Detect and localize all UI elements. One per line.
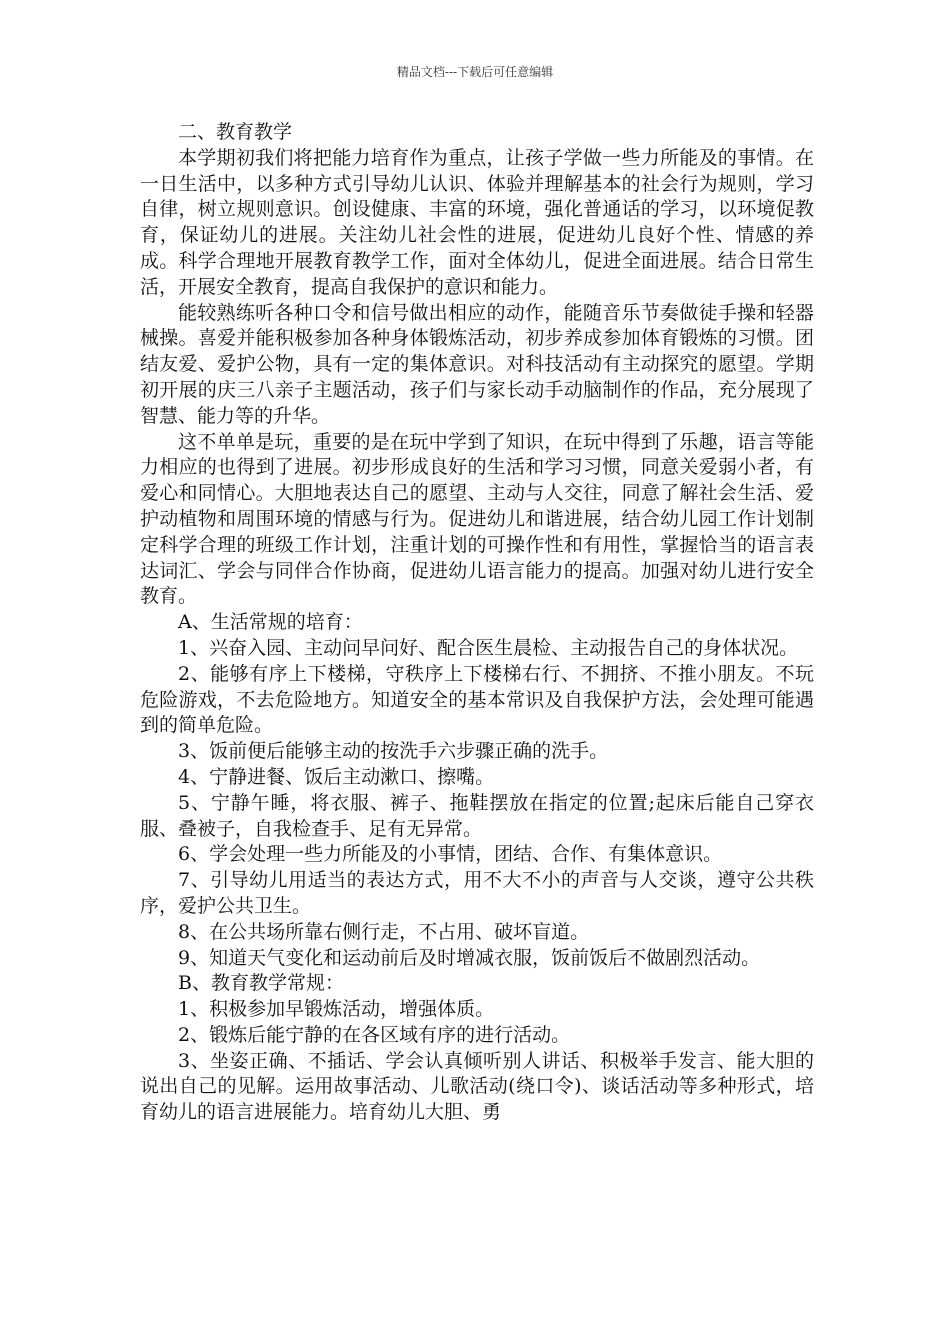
list-item: 3、坐姿正确、不插话、学会认真倾听别人讲话、积极举手发言、能大胆的说出自己的见解。运用故事活动、儿歌活动(绕口令)、谈话活动等多种形式，培育幼儿的语言进展能力。培育幼儿大胆、勇	[140, 1049, 814, 1124]
list-item: 8、在公共场所靠右侧行走，不占用、破坏盲道。	[178, 920, 590, 943]
list-item: 3、饭前便后能够主动的按洗手六步骤正确的洗手。	[178, 740, 609, 763]
list-item: 2、锻炼后能宁静的在各区域有序的进行活动。	[178, 1023, 571, 1046]
list-item: 9、知道天气变化和运动前后及时增减衣服，饭前饭后不做剧烈活动。	[178, 946, 761, 969]
list-item: 2、能够有序上下楼梯，守秩序上下楼梯右行、不拥挤、不推小朋友。不玩危险游戏，不去危险地方。知道安全的基本常识及自我保护方法，会处理可能遇到的简单危险。	[140, 662, 814, 737]
document-body	[140, 120, 814, 1126]
list-item: 4、宁静进餐、饭后主动漱口、擦嘴。	[178, 765, 495, 788]
list-item: 5、宁静午睡，将衣服、裤子、拖鞋摆放在指定的位置;起床后能自己穿衣服、叠被子，自我检查手、足有无异常。	[140, 791, 814, 840]
page-header: 精品文档---下载后可任意编辑	[396, 65, 554, 79]
list-item: 6、学会处理一些力所能及的小事情，团结、合作、有集体意识。	[178, 843, 723, 866]
list-item: 7、引导幼儿用适当的表达方式，用不大不小的声音与人交谈，遵守公共秩序，爱护公共卫生。	[140, 869, 814, 917]
subsection-heading: B、教育教学常规：	[178, 972, 344, 995]
subsection-heading: A、生活常规的培育：	[178, 611, 363, 634]
section-heading: 二、教育教学	[178, 121, 293, 143]
list-item: 1、兴奋入园、主动问早问好、配合医生晨检、主动报告自己的身体状况。	[178, 636, 799, 659]
paragraph: 能较熟练听各种口令和信号做出相应的动作，能随音乐节奏做徒手操和轻器械操。喜爱并能积极参加各种身体锻炼活动，初步养成参加体育锻炼的习惯。团结友爱、爱护公物，具有一定的集体意识。对科技活动有主动探究的愿望。学期初开展的庆三八亲子主题活动，孩子们与家长动手动脑制作的作品，充分展现了智慧、能力等的升华。	[140, 301, 814, 427]
paragraph: 本学期初我们将把能力培育作为重点，让孩子学做一些力所能及的事情。在一日生活中，以多种方式引导幼儿认识、体验并理解基本的社会行为规则，学习自律，树立规则意识。创设健康、丰富的环境，强化普通话的学习，以环境促教育，保证幼儿的进展。关注幼儿社会性的进展，促进幼儿良好个性、情感的养成。科学合理地开展教育教学工作，面对全体幼儿，促进全面进展。结合日常生活，开展安全教育，提高自我保护的意识和能力。	[140, 146, 814, 298]
list-item: 1、积极参加早锻炼活动，增强体质。	[178, 998, 495, 1021]
paragraph: 这不单单是玩，重要的是在玩中学到了知识，在玩中得到了乐趣，语言等能力相应的也得到了进展。初步形成良好的生活和学习习惯，同意关爱弱小者，有爱心和同情心。大胆地表达自己的愿望、主动与人交往，同意了解社会生活、爱护动植物和周围环境的情感与行为。促进幼儿和谐进展，结合幼儿园工作计划制定科学合理的班级工作计划，注重计划的可操作性和有用性，掌握恰当的语言表达词汇、学会与同伴合作协商，促进幼儿语言能力的提高。加强对幼儿进行安全教育。	[140, 430, 814, 608]
